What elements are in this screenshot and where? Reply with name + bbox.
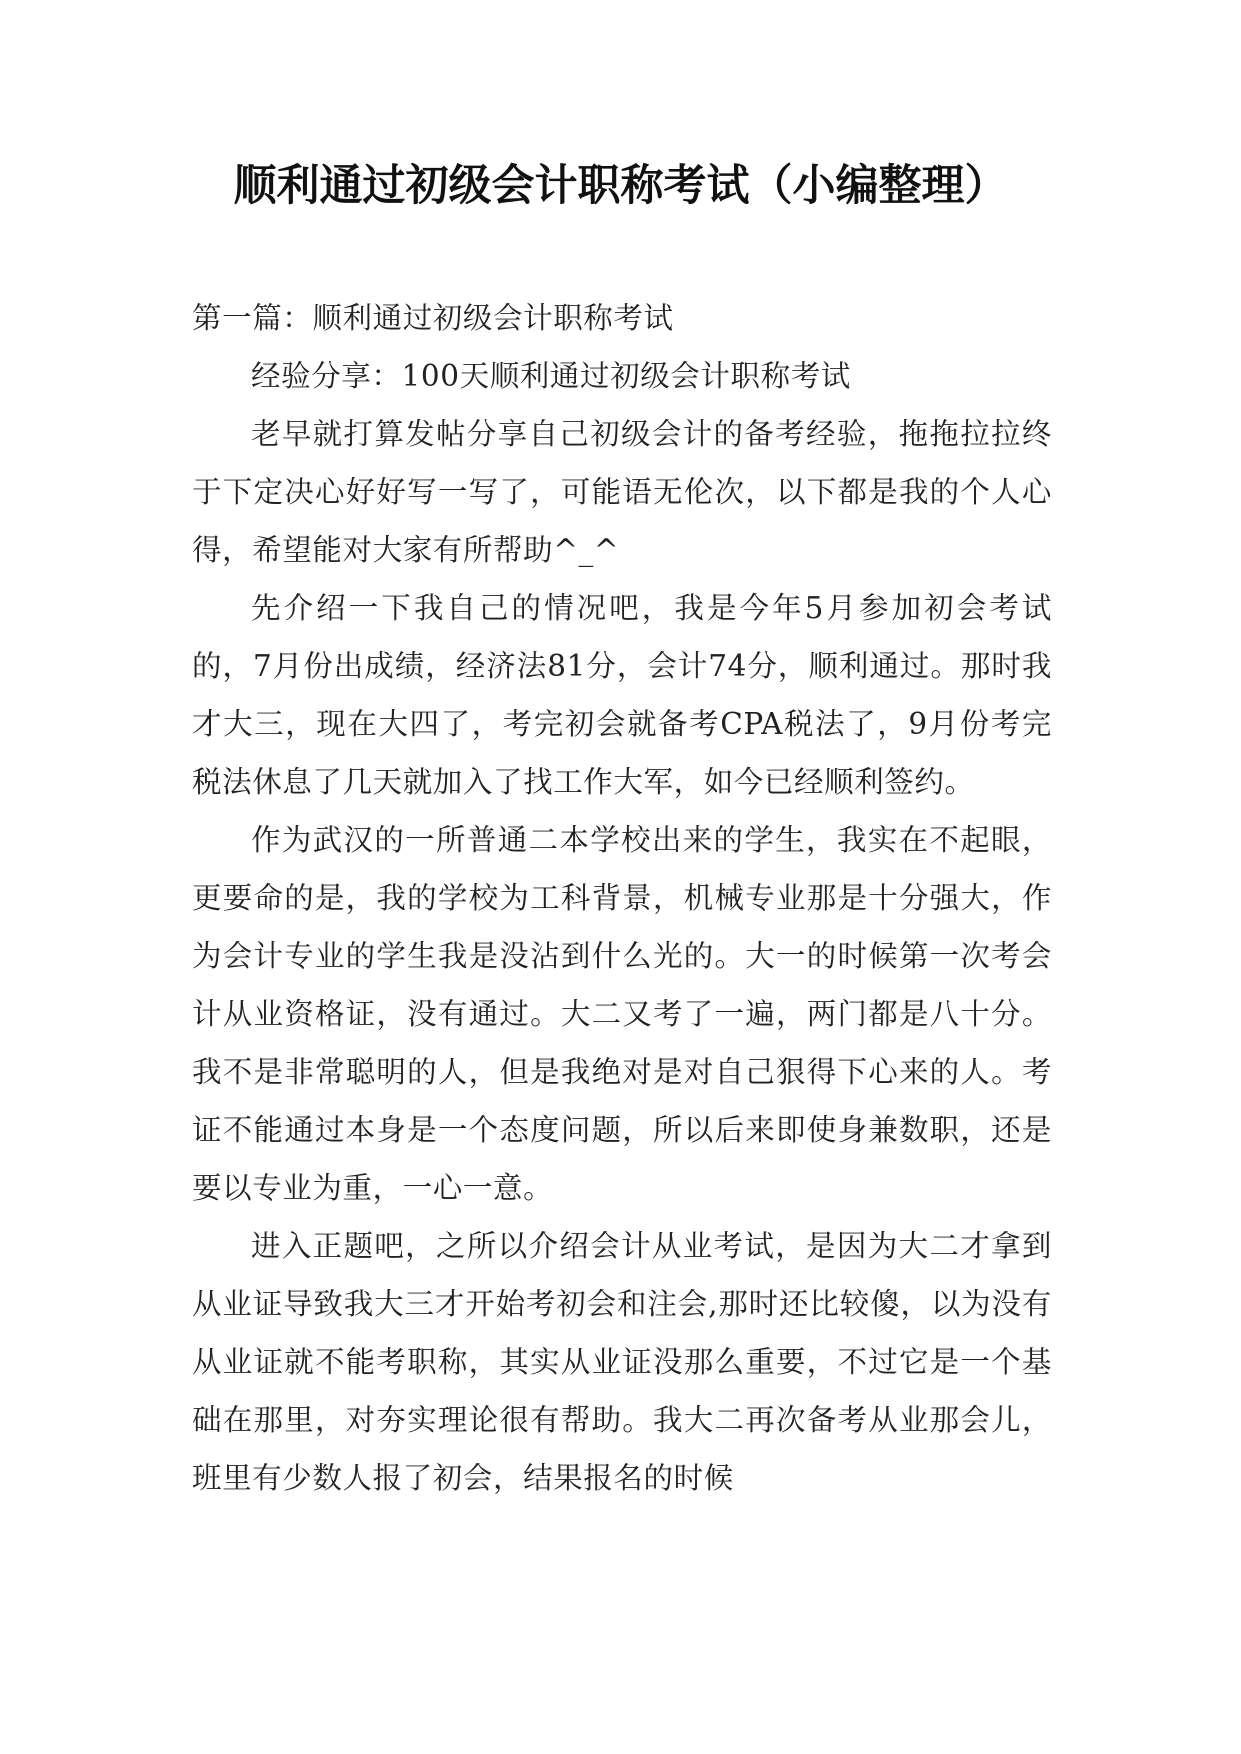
article-subtitle: 经验分享：100天顺利通过初级会计职称考试 (251, 359, 851, 393)
paragraph: 进入正题吧，之所以介绍会计从业考试，是因为大二才拿到从业证导致我大三才开始考初会和注会,那时还比较傻，以为没有从业证就不能考职称，其实从业证没那么重要，不过它是一个基础在那里，对夯实理论很有帮助。我大二再次备考从业那会儿，班里有少数人报了初会，结果报名的时候 (192, 1229, 1052, 1495)
document-body (192, 289, 1052, 1507)
paragraph: 先介绍一下我自己的情况吧，我是今年5月参加初会考试的，7月份出成绩，经济法81分，会计74分，顺利通过。那时我才大三，现在大四了，考完初会就备考CPA税法了，9月份考完税法休息了几天就加入了找工作大军，如今已经顺利签约。 (192, 591, 1052, 799)
paragraph: 作为武汉的一所普通二本学校出来的学生，我实在不起眼，更要命的是，我的学校为工科背景，机械专业那是十分强大，作为会计专业的学生我是没沾到什么光的。大一的时候第一次考会计从业资格证，没有通过。大二又考了一遍，两门都是八十分。我不是非常聪明的人，但是我绝对是对自己狠得下心来的人。考证不能通过本身是一个态度问题，所以后来即使身兼数职，还是要以专业为重，一心一意。 (192, 823, 1052, 1205)
paragraph: 老早就打算发帖分享自己初级会计的备考经验，拖拖拉拉终于下定决心好好写一写了，可能语无伦次，以下都是我的个人心得，希望能对大家有所帮助^_^ (192, 417, 1052, 567)
document-title: 顺利通过初级会计职称考试（小编整理） (233, 161, 1008, 211)
section-heading: 第一篇：顺利通过初级会计职称考试 (192, 301, 674, 335)
